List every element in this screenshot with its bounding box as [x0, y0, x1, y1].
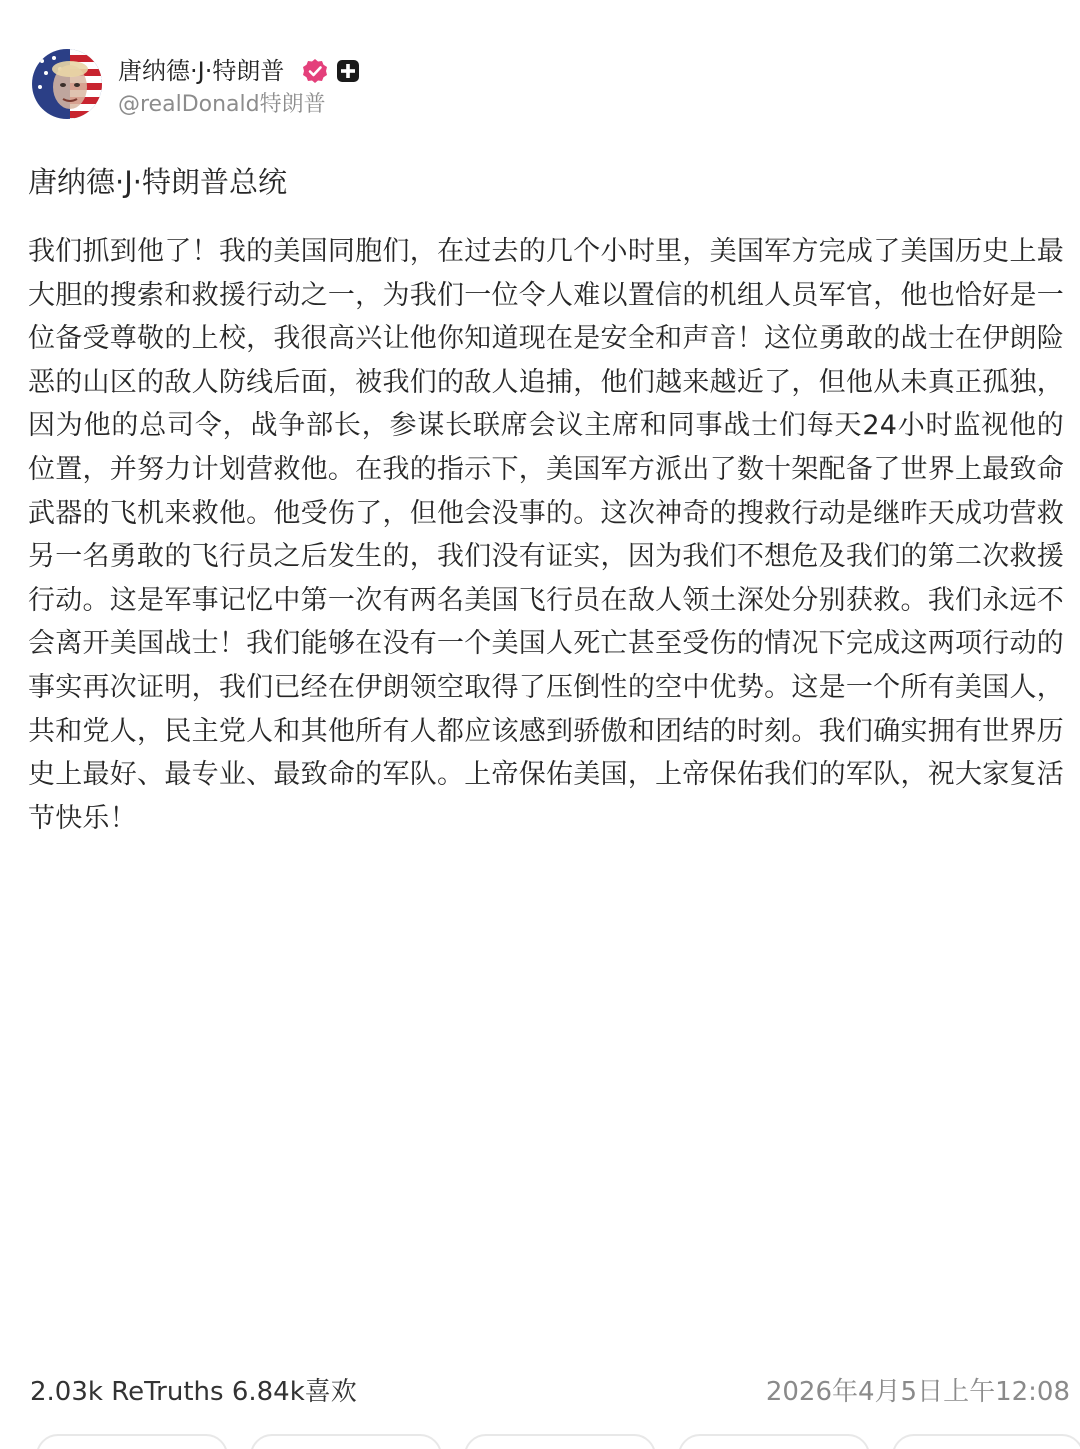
- avatar-flag-portrait-image: [32, 49, 102, 119]
- post-body: 我们抓到他了！我的美国同胞们，在过去的几个小时里，美国军方完成了美国历史上最大胆的搜索和救援行动之一，为我们一位令人难以置信的机组人员军官，他也恰好是一位备受尊敬的上校，我很高兴让他你知道现在是安全和声音！这位勇敢的战士在伊朗险恶的山区的敌人防线后面，被我们的敌人追捕，他们越来越近了，但他从未真正孤独，因为他的总司令，战争部长，参谋长联席会议主席和同事战士们每天24小时监视他的位置，并努力计划营救他。在我的指示下，美国军方派出了数十架配备了世界上最致命武器的飞机来救他。他受伤了，但他会没事的。这次神奇的搜救行动是继昨天成功营救另一名勇敢的飞行员之后发生的，我们没有证实，因为我们不想危及我们的第二次救援行动。这是军事记忆中第一次有两名美国飞行员在敌人领土深处分别获救。我们永远不会离开美国战士！我们能够在没有一个美国人死亡甚至受伤的情况下完成这两项行动的事实再次证明，我们已经在伊朗领空取得了压倒性的空中优势。这是一个所有美国人，共和党人，民主党人和其他所有人都应该感到骄傲和团结的时刻。我们确实拥有世界历史上最好、最专业、最致命的军队。上帝保佑美国，上帝保佑我们的军队，祝大家复活节快乐！: [28, 236, 1064, 834]
- verified-badge-icon: [302, 58, 328, 84]
- display-name[interactable]: 唐纳德·J·特朗普: [118, 57, 285, 85]
- share-button[interactable]: [678, 1434, 870, 1449]
- retruth-button[interactable]: [250, 1434, 442, 1449]
- post-timestamp: 2026年4月5日上午12:08: [765, 1377, 1070, 1407]
- avatar[interactable]: [32, 49, 102, 119]
- engagement-stats[interactable]: 2.03k ReTruths 6.84k喜欢: [30, 1377, 357, 1407]
- more-button[interactable]: [892, 1434, 1080, 1449]
- post-header: [32, 48, 360, 120]
- author-names: [118, 52, 360, 116]
- action-bar: [0, 1432, 1080, 1449]
- post-title: 唐纳德·J·特朗普总统: [28, 165, 287, 199]
- plus-square-icon: [336, 59, 360, 83]
- author-handle[interactable]: @realDonald特朗普: [118, 92, 326, 117]
- post-footer: [30, 1370, 1070, 1414]
- name-row: [118, 52, 360, 90]
- reply-button[interactable]: [36, 1434, 228, 1449]
- like-button[interactable]: [464, 1434, 656, 1449]
